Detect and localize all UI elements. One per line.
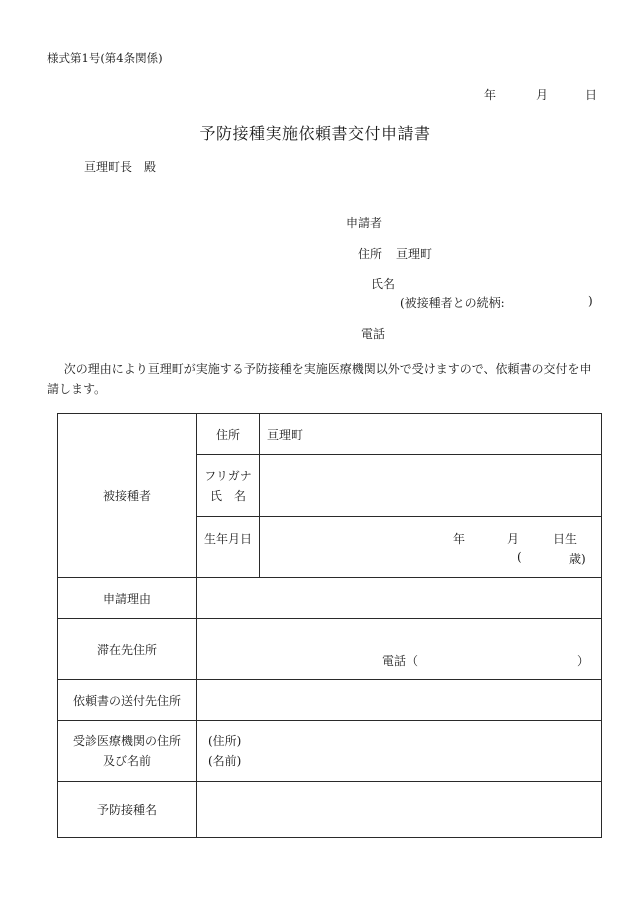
- applicant-phone-label: 電話: [361, 327, 386, 341]
- furigana-name-label: [197, 455, 260, 517]
- stay-phone-open: 電話（: [382, 654, 419, 668]
- dob-label: 生年月日: [197, 517, 260, 578]
- subject-label: 被接種者: [58, 414, 197, 578]
- stay-label: 滞在先住所: [58, 619, 197, 680]
- reason-label: 申請理由: [58, 578, 197, 619]
- send-label: 依頼書の送付先住所: [58, 680, 197, 721]
- subject-name-field[interactable]: [260, 455, 602, 517]
- row-vaccine: [58, 782, 602, 838]
- subject-address-value: 亘理町: [267, 427, 304, 442]
- row-reason: [58, 578, 602, 619]
- subject-address-label: 住所: [197, 414, 260, 455]
- age-open: (: [517, 550, 522, 564]
- form-number: 様式第1号(第4条関係): [47, 51, 163, 65]
- clinic-name-label: (名前): [208, 754, 242, 768]
- row-clinic: [58, 721, 602, 782]
- age-close: 歳): [569, 552, 586, 566]
- dob-year: 年: [453, 532, 466, 546]
- row-send: [58, 680, 602, 721]
- application-table: [57, 413, 602, 838]
- applicant-address-label: 住所: [358, 247, 383, 261]
- clinic-label-line2: 及び名前: [102, 754, 151, 768]
- clinic-address-label: (住所): [208, 734, 242, 748]
- applicant-heading: 申請者: [346, 216, 383, 230]
- reason-field[interactable]: [197, 578, 602, 619]
- clinic-label: [58, 721, 197, 782]
- date-month-label: 月: [536, 88, 549, 102]
- request-statement: 次の理由により亘理町が実施する予防接種を実施医療機関以外で受けますので、依頼書の交付を申請します。: [47, 362, 592, 396]
- vaccine-label: 予防接種名: [58, 782, 197, 838]
- document-title: 予防接種実施依頼書交付申請書: [199, 124, 431, 143]
- relation-open: (被接種者との続柄:: [400, 296, 505, 310]
- stay-phone-close: ）: [577, 654, 590, 668]
- stay-field[interactable]: [197, 619, 602, 680]
- furigana-label: フリガナ: [204, 468, 252, 483]
- addressee: 亘理町長 殿: [84, 160, 157, 174]
- applicant-name-label: 氏名: [371, 277, 396, 291]
- row-stay: [58, 619, 602, 680]
- clinic-label-line1: 受診医療機関の住所: [72, 734, 181, 748]
- dob-day: 日生: [553, 532, 578, 546]
- row-address: [58, 414, 602, 455]
- vaccine-field[interactable]: [197, 782, 602, 838]
- relation-close: ): [588, 294, 593, 308]
- dob-month: 月: [507, 532, 520, 546]
- name-label: 氏 名: [209, 488, 246, 503]
- date-year-label: 年: [484, 88, 497, 102]
- send-field[interactable]: [197, 680, 602, 721]
- clinic-field[interactable]: [197, 721, 602, 782]
- subject-address-field[interactable]: [260, 414, 602, 455]
- date-day-label: 日: [585, 88, 598, 102]
- dob-field[interactable]: [260, 517, 602, 578]
- applicant-address-value: 亘理町: [396, 247, 433, 261]
